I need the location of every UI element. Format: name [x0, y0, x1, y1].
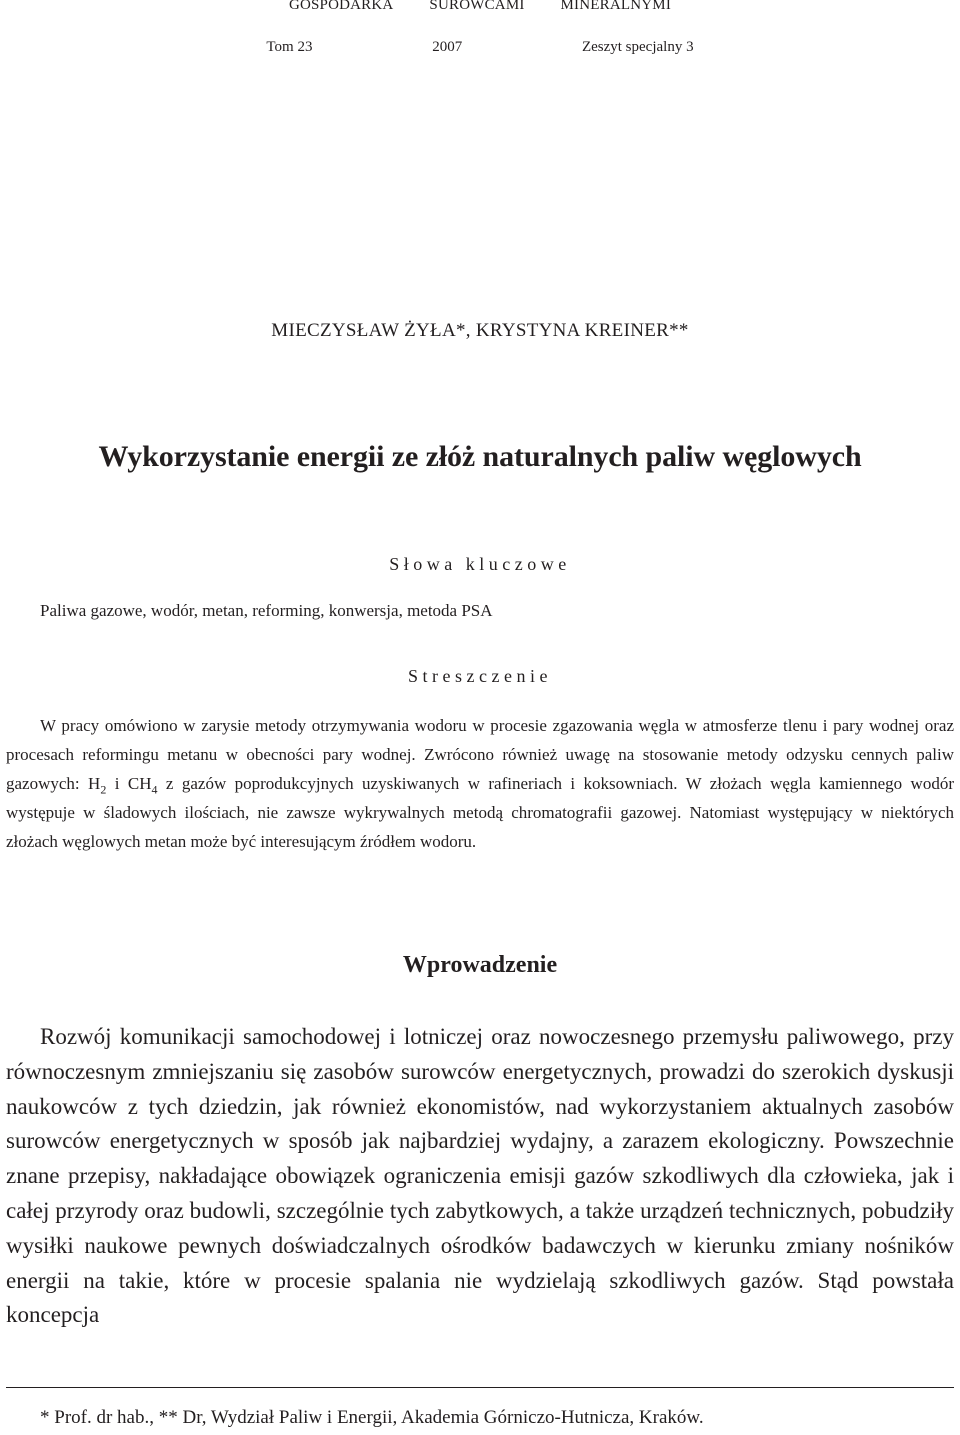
publication-year: 2007	[432, 39, 463, 55]
keywords-text: Paliwa gazowe, wodór, metan, reforming, konwersja, metoda PSA	[40, 601, 493, 620]
journal-name-word: MINERALNYMI	[560, 0, 672, 13]
abstract-label: Streszczenie	[408, 666, 552, 686]
author-affiliation-footnote: * Prof. dr hab., ** Dr, Wydział Paliw i Energii, Akademia Górniczo-Hutnicza, Kraków.	[40, 1407, 704, 1428]
introduction-paragraph: Rozwój komunikacji samochodowej i lotniczej oraz nowoczesnego przemysłu paliwowego, przy równoczesnym zmniejszaniu się zasobów surowców energetycznych, prowadzi do szerokich dyskusji naukowców z tych dziedzin, jak również ekonomistów, nad wykorzystaniem aktualnych zasobów surowców energetycznych w sposób jak najbardziej wydajny, a zarazem ekologiczny. Powszechnie znane przepisy, nakładające obowiązek ograniczenia emisji gazów szkodliwych dla człowieka, jak i całej przyrody oraz budowli, szczególnie tych zabytkowych, a także urządzeń technicznych, pobudziły wysiłki naukowe pewnych doświadczalnych ośrodków badawczych w kierunku zmiany nośników energii na takie, które w procesie spalania nie wydzielają szkodliwych gazów. Stąd powstała koncepcja	[6, 1024, 954, 1328]
issue-number: Zeszyt specjalny 3	[581, 39, 694, 55]
abstract-text	[6, 711, 954, 856]
abstract-part: z gazów poprodukcyjnych uzyskiwanych w rafineriach i koksowniach. W złożach węgla kamiennego wodór występuje w śladowych ilościach, nie zawsze wykrywalnych metodą chromatografii gazowej. Natomiast występujący w niektórych złożach węglowych metan może być interesującym źródłem wodoru.	[6, 774, 954, 851]
authors: MIECZYSŁAW ŻYŁA*, KRYSTYNA KREINER**	[271, 320, 689, 341]
footnote-divider	[6, 1387, 954, 1388]
abstract-part: i CH	[106, 774, 152, 793]
section-heading: Wprowadzenie	[402, 952, 558, 978]
abstract-part: W pracy omówiono w zarysie metody otrzymywania wodoru w procesie zgazowania węgla w atmosferze tlenu i pary wodnej oraz procesach reformingu metanu w obecności pary wodnej. Zwrócono również uwagę na stosowanie metody odzysku cennych paliw gazowych: H	[6, 716, 954, 793]
paper-title: Wykorzystanie energii ze złóż naturalnych paliw węglowych	[98, 440, 862, 473]
subscript: 2	[100, 782, 107, 797]
keywords-label: Słowa kluczowe	[389, 554, 571, 574]
subscript: 4	[151, 782, 158, 797]
issue-line	[0, 39, 960, 56]
volume-number: Tom 23	[266, 39, 313, 55]
journal-running-head	[0, 0, 960, 14]
journal-name-word: SUROWCAMI	[429, 0, 525, 13]
journal-name-word: GOSPODARKA	[288, 0, 394, 13]
